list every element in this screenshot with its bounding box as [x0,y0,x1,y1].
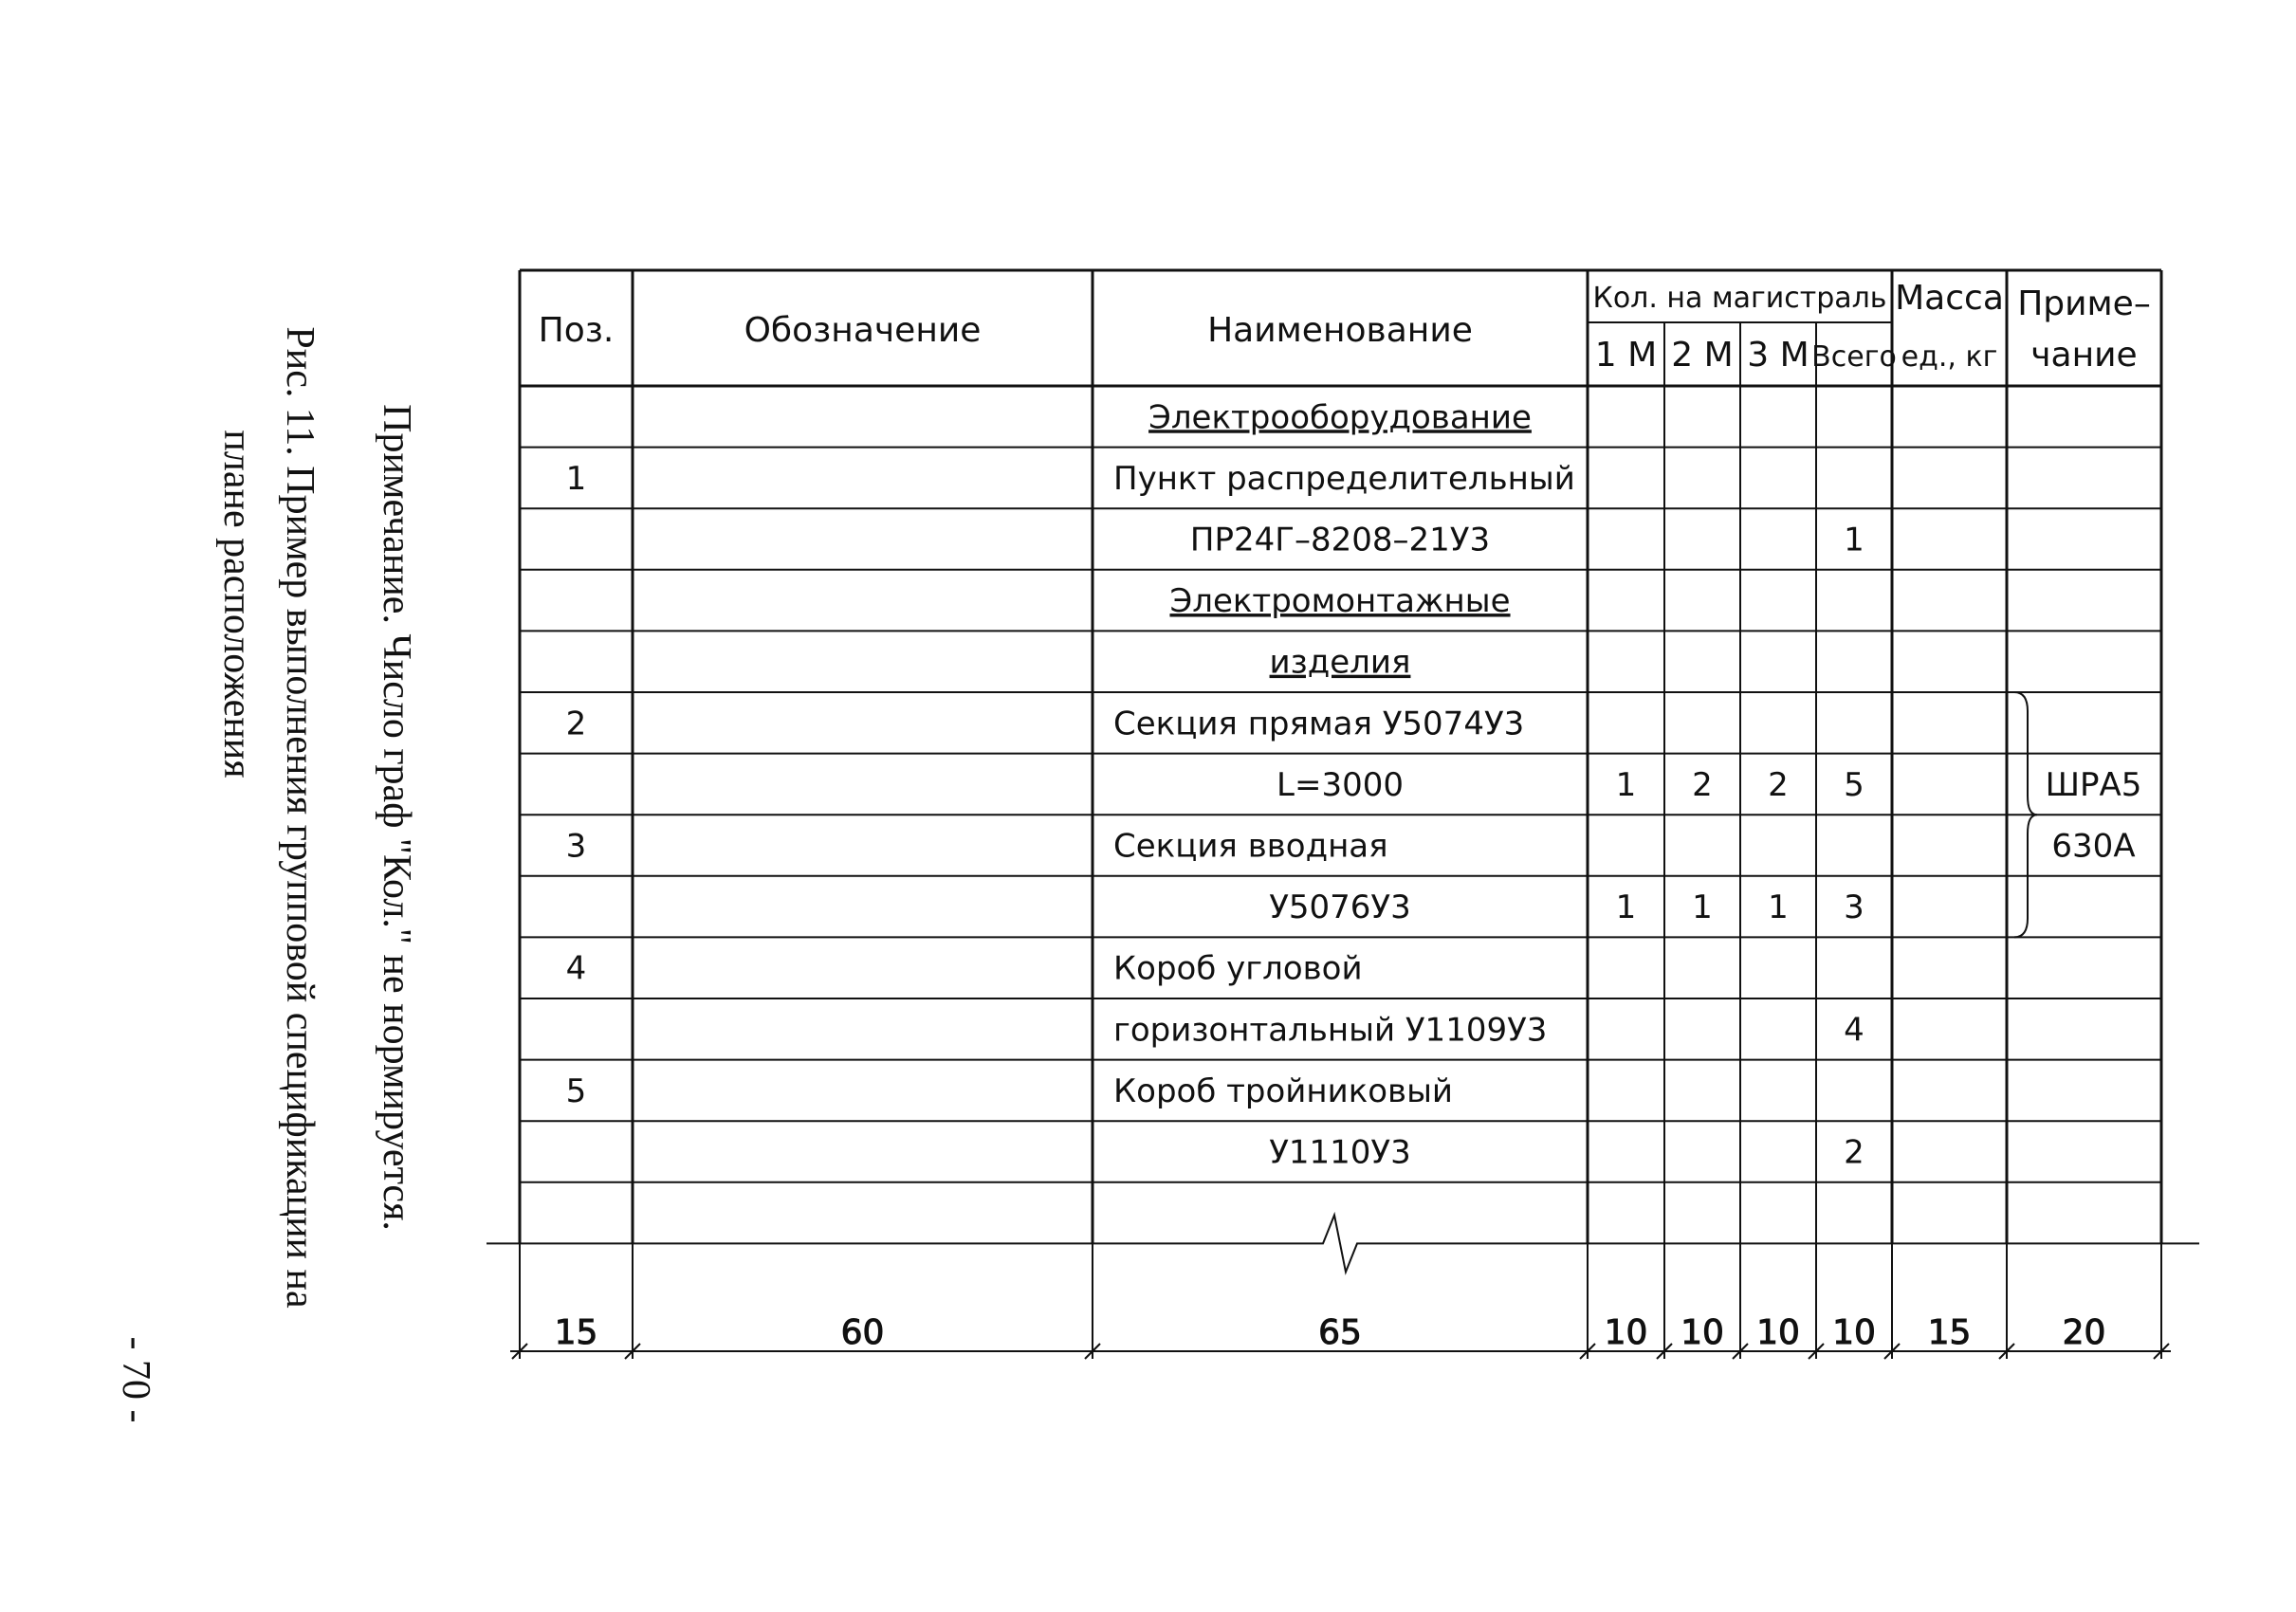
column-dimensions [510,1243,2171,1359]
note-current: 630А [2051,827,2136,866]
row-name: Короб угловой [1113,949,1363,988]
table-cells [539,279,2151,1172]
row-pos: 4 [565,949,587,988]
row-name: Короб тройниковый [1113,1072,1454,1110]
header-qty-3m: 3 М [1747,336,1809,375]
row-name: Секция прямая У5074У3 [1113,705,1525,743]
row-qty-1m: 1 [1615,765,1637,804]
row-total: 3 [1844,888,1864,927]
row-name: Электрооборудование [1148,398,1532,437]
column-width-label: 15 [554,1313,598,1352]
figure-caption-line-2: плане расположения [215,430,259,779]
row-qty-1m: 1 [1615,888,1637,927]
row-pos: 2 [565,705,587,743]
row-name: У5076У3 [1269,888,1411,927]
column-width-label: 15 [1927,1313,1972,1352]
figure-caption-line-1: Рис. 11. Пример выполнения групповой спецификации на [278,326,321,1309]
row-total: 5 [1844,765,1864,804]
row-name: ПР24Г–8208–21У3 [1189,521,1491,559]
column-width-label: 10 [1604,1313,1648,1352]
row-total: 4 [1844,1011,1864,1050]
header-mass: Масса [1895,279,2004,318]
header-qty-1m: 1 М [1594,336,1658,375]
row-qty-2m: 2 [1692,765,1713,804]
row-pos: 3 [565,827,587,866]
header-total: Всего [1811,340,1897,374]
row-name: У1110У3 [1269,1133,1411,1172]
header-mass-unit: ед., кг [1901,340,1998,374]
row-pos: 5 [565,1072,587,1110]
break-line [487,1215,2199,1272]
column-width-label: 60 [840,1313,885,1352]
header-designation: Обозначение [744,311,982,350]
column-width-label: 10 [1832,1313,1876,1352]
header-note-2: чание [2030,336,2138,375]
header-name: Наименование [1207,311,1473,350]
row-name: Электромонтажные [1169,582,1511,621]
row-name: горизонтальный У1109У3 [1113,1011,1548,1050]
row-total: 2 [1844,1133,1864,1172]
header-note: Приме– [2017,284,2151,323]
column-width-label: 10 [1756,1313,1800,1352]
header-qty-2m: 2 М [1671,336,1734,375]
row-name: изделия [1269,643,1411,682]
note-text: Примечание. Число граф "Кол." не нормируется. [375,404,418,1231]
row-name: Секция вводная [1113,827,1388,866]
page-number: - 70 - [114,1336,157,1423]
row-qty-3m: 1 [1768,888,1789,927]
column-width-label: 20 [2062,1313,2106,1352]
row-name: Пункт распределительный [1113,459,1575,498]
row-total: 1 [1844,521,1864,559]
note-bus-type: ШРА5 [2045,765,2142,804]
column-width-label: 10 [1681,1313,1724,1352]
row-qty-3m: 2 [1768,765,1789,804]
rotated-captions [114,326,418,1422]
row-qty-2m: 1 [1692,888,1713,927]
header-pos: Поз. [538,311,615,350]
header-qty-group: Кол. на магистраль [1592,282,1887,315]
column-width-label: 65 [1318,1313,1362,1352]
row-pos: 1 [565,459,587,498]
row-name: L=3000 [1277,765,1404,804]
